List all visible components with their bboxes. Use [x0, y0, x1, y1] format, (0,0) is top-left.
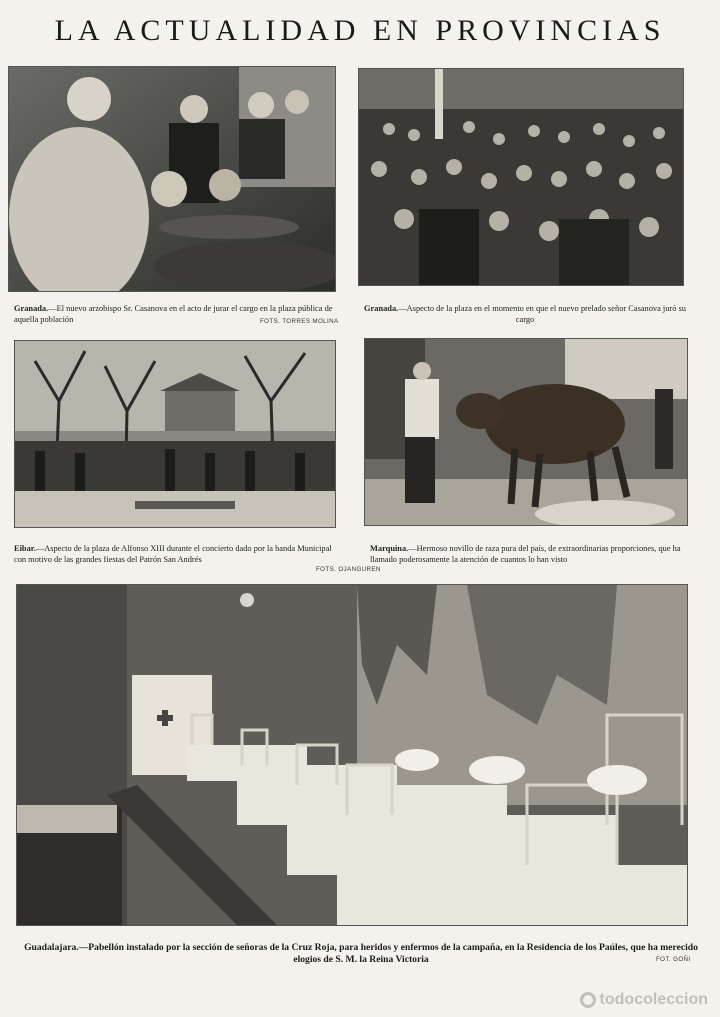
photo-granada-archbishop	[8, 66, 336, 292]
photo-guadalajara-pavilion	[16, 584, 688, 926]
photo-credit: FOT. GOÑI	[656, 956, 691, 963]
photo-granada-plaza-crowd	[358, 68, 684, 286]
watermark	[580, 991, 708, 1009]
photo-credit: FOTS. OJANGUREN	[316, 566, 381, 573]
caption-text: —Pabellón instalado por la sección de señoras de la Cruz Roja, para heridos y enfermos de la campaña, en la Residencia de los Paúles, que ha merecido elogios de S. M. la Reina Victoria	[78, 942, 698, 965]
caption-place: Granada.	[364, 304, 399, 313]
caption-place: Granada.	[14, 304, 49, 313]
photo-marquina-bull	[364, 338, 688, 526]
caption-guadalajara	[16, 942, 706, 966]
page-title: LA ACTUALIDAD EN PROVINCIAS	[54, 14, 666, 47]
photo-credit: FOTS. TORRES MOLINA	[260, 318, 339, 325]
caption-text: —Aspecto de la plaza en el momento en que el nuevo prelado señor Casanova juró su cargo	[398, 304, 686, 324]
caption-place: Marquina.	[370, 544, 409, 553]
caption-text: —Aspecto de la plaza de Alfonso XIII durante el concierto dado por la banda Municipal con motivo de las grandes fiestas del Patrón San Andrés	[14, 544, 332, 564]
caption-marquina	[370, 544, 690, 565]
photo-eibar-plaza-concert	[14, 340, 336, 528]
caption-text: —Hermoso novillo de raza pura del país, de extraordinarias proporciones, que ha llamado poderosamente la atención de cuantos lo han visto	[370, 544, 681, 564]
watermark-text: todocoleccion	[599, 991, 708, 1008]
caption-granada-plaza	[364, 304, 686, 325]
watermark-logo-icon	[580, 992, 596, 1008]
caption-place: Guadalajara.	[24, 942, 79, 953]
caption-place: Eibar.	[14, 544, 36, 553]
caption-text: —El nuevo arzobispo Sr. Casanova en el acto de jurar el cargo en la plaza pública de aquella población	[14, 304, 333, 324]
caption-eibar	[14, 544, 342, 565]
